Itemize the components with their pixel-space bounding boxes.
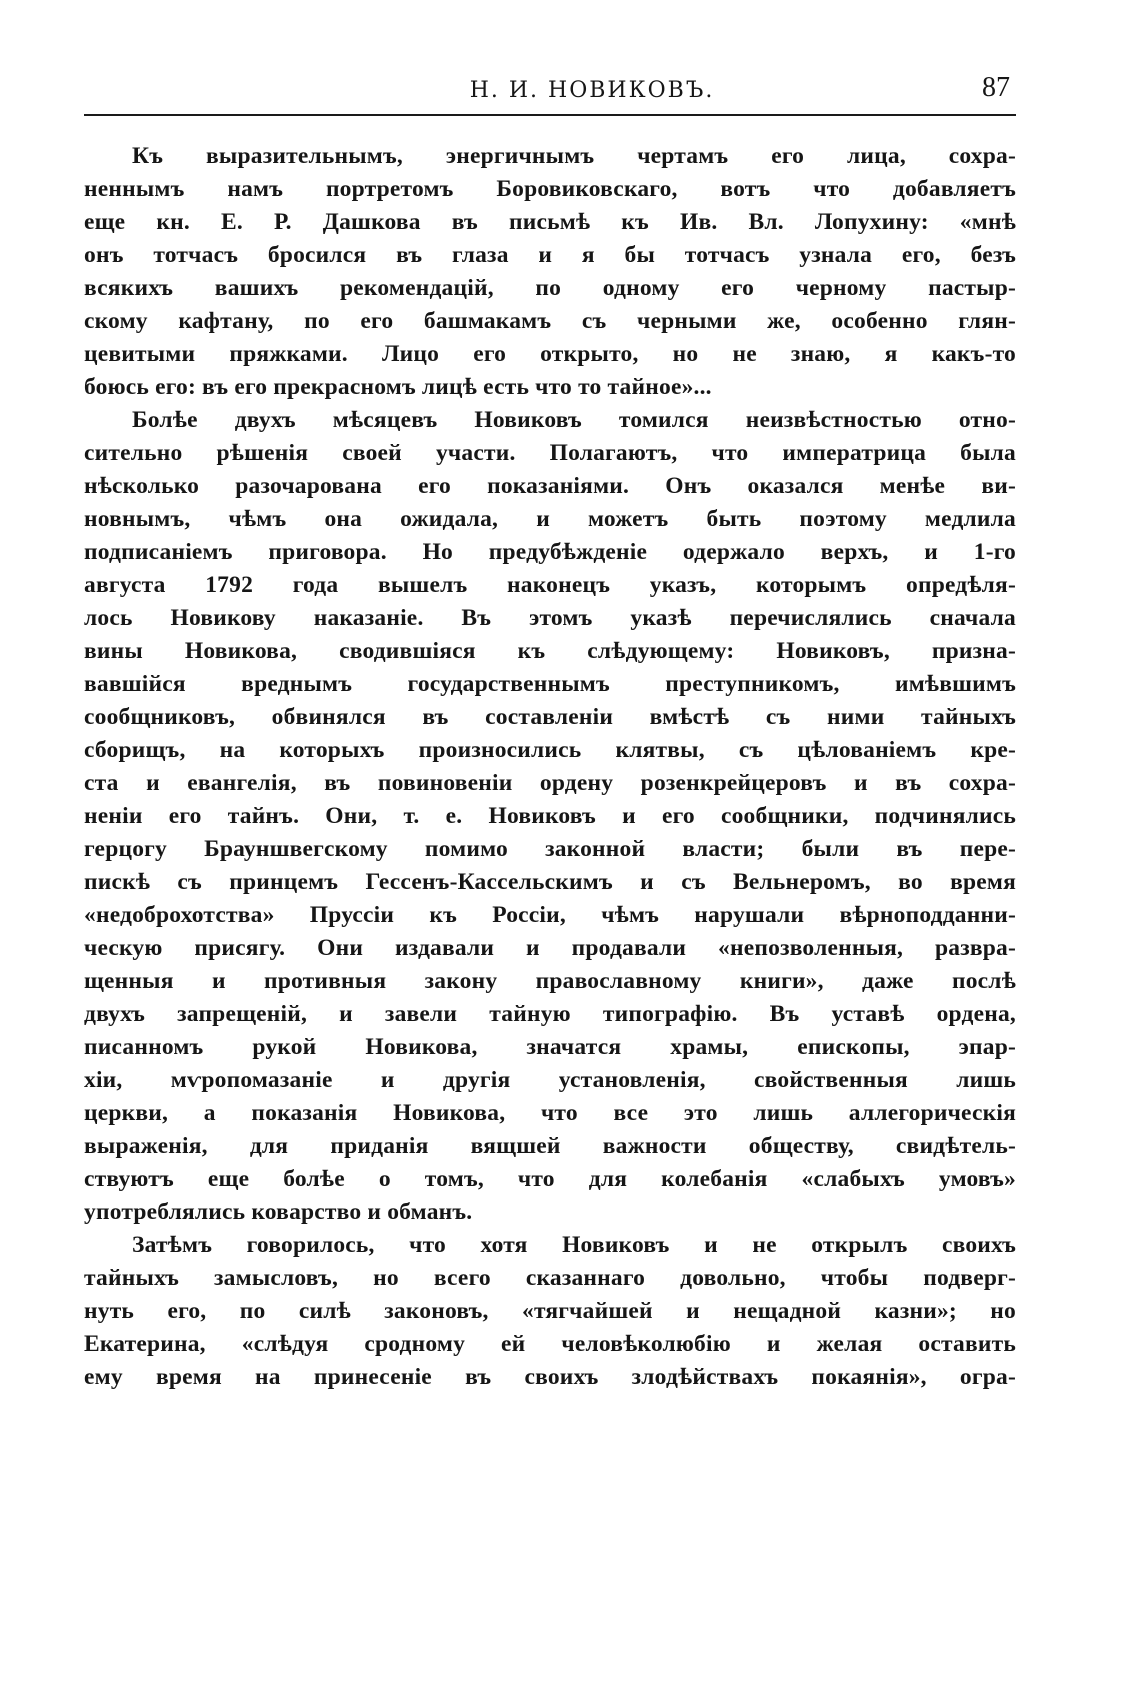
text-line: цевитыми пряжками. Лицо его открыто, но не знаю, я какъ-то bbox=[84, 341, 1016, 367]
text-line: скому кафтану, по его башмакамъ съ черными же, особенно глян- bbox=[84, 308, 1016, 334]
text-line: ствуютъ еще болѣе о томъ, что для колебанія «слабыхъ умовъ» bbox=[84, 1166, 1016, 1192]
text-line: августа 1792 года вышелъ наконецъ указъ, которымъ опредѣля- bbox=[84, 572, 1016, 598]
page-number: 87 bbox=[982, 72, 1010, 103]
text-line: всякихъ вашихъ рекомендацій, по одному его черному пастыр- bbox=[84, 275, 1016, 301]
text-line: еще кн. Е. Р. Дашкова въ письмѣ къ Ив. Вл. Лопухину: «мнѣ bbox=[84, 209, 1016, 235]
text-line: вавшійся вреднымъ государственнымъ преступникомъ, имѣвшимъ bbox=[84, 671, 1016, 697]
text-line: писанномъ рукой Новикова, значатся храмы, епископы, эпар- bbox=[84, 1034, 1016, 1060]
text-line: Екатерина, «слѣдуя сродному ей человѣколюбію и желая оставить bbox=[84, 1331, 1016, 1357]
text-line: вины Новикова, сводившіяся къ слѣдующему: Новиковъ, призна- bbox=[84, 638, 1016, 664]
text-line: герцогу Брауншвегскому помимо законной власти; были въ пере- bbox=[84, 836, 1016, 862]
text-line: щенныя и противныя закону православному книги», даже послѣ bbox=[84, 968, 1016, 994]
text-line: сительно рѣшенія своей участи. Полагаютъ, что императрица была bbox=[84, 440, 1016, 466]
text-line: ему время на принесеніе въ своихъ злодѣйствахъ покаянія», огра- bbox=[84, 1364, 1016, 1390]
running-head bbox=[82, 72, 1016, 112]
text-line: двухъ запрещеній, и завели тайную типографію. Въ уставѣ ордена, bbox=[84, 1001, 1016, 1027]
text-line: «недоброхотства» Пруссіи къ Россіи, чѣмъ нарушали вѣрноподданни- bbox=[84, 902, 1016, 928]
text-line: неннымъ намъ портретомъ Боровиковскаго, вотъ что добавляетъ bbox=[84, 176, 1016, 202]
text-line: онъ тотчасъ бросился въ глаза и я бы тотчасъ узнала его, безъ bbox=[84, 242, 1016, 268]
text-line: церкви, а показанія Новикова, что все это лишь аллегорическія bbox=[84, 1100, 1016, 1126]
text-line: ста и евангелія, въ повиновеніи ордену розенкрейцеровъ и въ сохра- bbox=[84, 770, 1016, 796]
text-line: сборищъ, на которыхъ произносились клятвы, съ цѣлованіемъ кре- bbox=[84, 737, 1016, 763]
text-line: сообщниковъ, обвинялся въ составленіи вмѣстѣ съ ними тайныхъ bbox=[84, 704, 1016, 730]
text-line: хіи, мѵропомазаніе и другія установленія, свойственныя лишь bbox=[84, 1067, 1016, 1093]
text-line: нуть его, по силѣ законовъ, «тягчайшей и нещадной казни»; но bbox=[84, 1298, 1016, 1324]
text-line: нѣсколько разочарована его показаніями. Онъ оказался менѣе ви- bbox=[84, 473, 1016, 499]
text-line: Къ выразительнымъ, энергичнымъ чертамъ его лица, сохра- bbox=[132, 143, 1016, 169]
running-title: Н. И. НОВИКОВЪ. bbox=[469, 78, 715, 103]
text-line: новнымъ, чѣмъ она ожидала, и можетъ быть поэтому медлила bbox=[84, 506, 1016, 532]
header-rule bbox=[84, 114, 1016, 116]
text-line: Затѣмъ говорилось, что хотя Новиковъ и не открылъ своихъ bbox=[132, 1232, 1016, 1258]
text-line: употреблялись коварство и обманъ. bbox=[84, 1199, 473, 1225]
text-line: выраженія, для приданія вящшей важности обществу, свидѣтель- bbox=[84, 1133, 1016, 1159]
text-line: лось Новикову наказаніе. Въ этомъ указѣ перечислялись сначала bbox=[84, 605, 1016, 631]
text-line: подписаніемъ приговора. Но предубѣжденіе одержало верхъ, и 1-го bbox=[84, 539, 1016, 565]
text-line: боюсь его: въ его прекрасномъ лицѣ есть что то тайное»... bbox=[84, 374, 712, 400]
text-line: тайныхъ замысловъ, но всего сказаннаго довольно, чтобы подверг- bbox=[84, 1265, 1016, 1291]
text-line: пискѣ съ принцемъ Гессенъ-Кассельскимъ и съ Вельнеромъ, во время bbox=[84, 869, 1016, 895]
body-text bbox=[84, 140, 1016, 1394]
text-line: Болѣе двухъ мѣсяцевъ Новиковъ томился неизвѣстностью отно- bbox=[132, 407, 1016, 433]
text-line: ческую присягу. Они издавали и продавали «непозволенныя, развра- bbox=[84, 935, 1016, 961]
text-line: неніи его тайнъ. Они, т. е. Новиковъ и его сообщники, подчинялись bbox=[84, 803, 1016, 829]
